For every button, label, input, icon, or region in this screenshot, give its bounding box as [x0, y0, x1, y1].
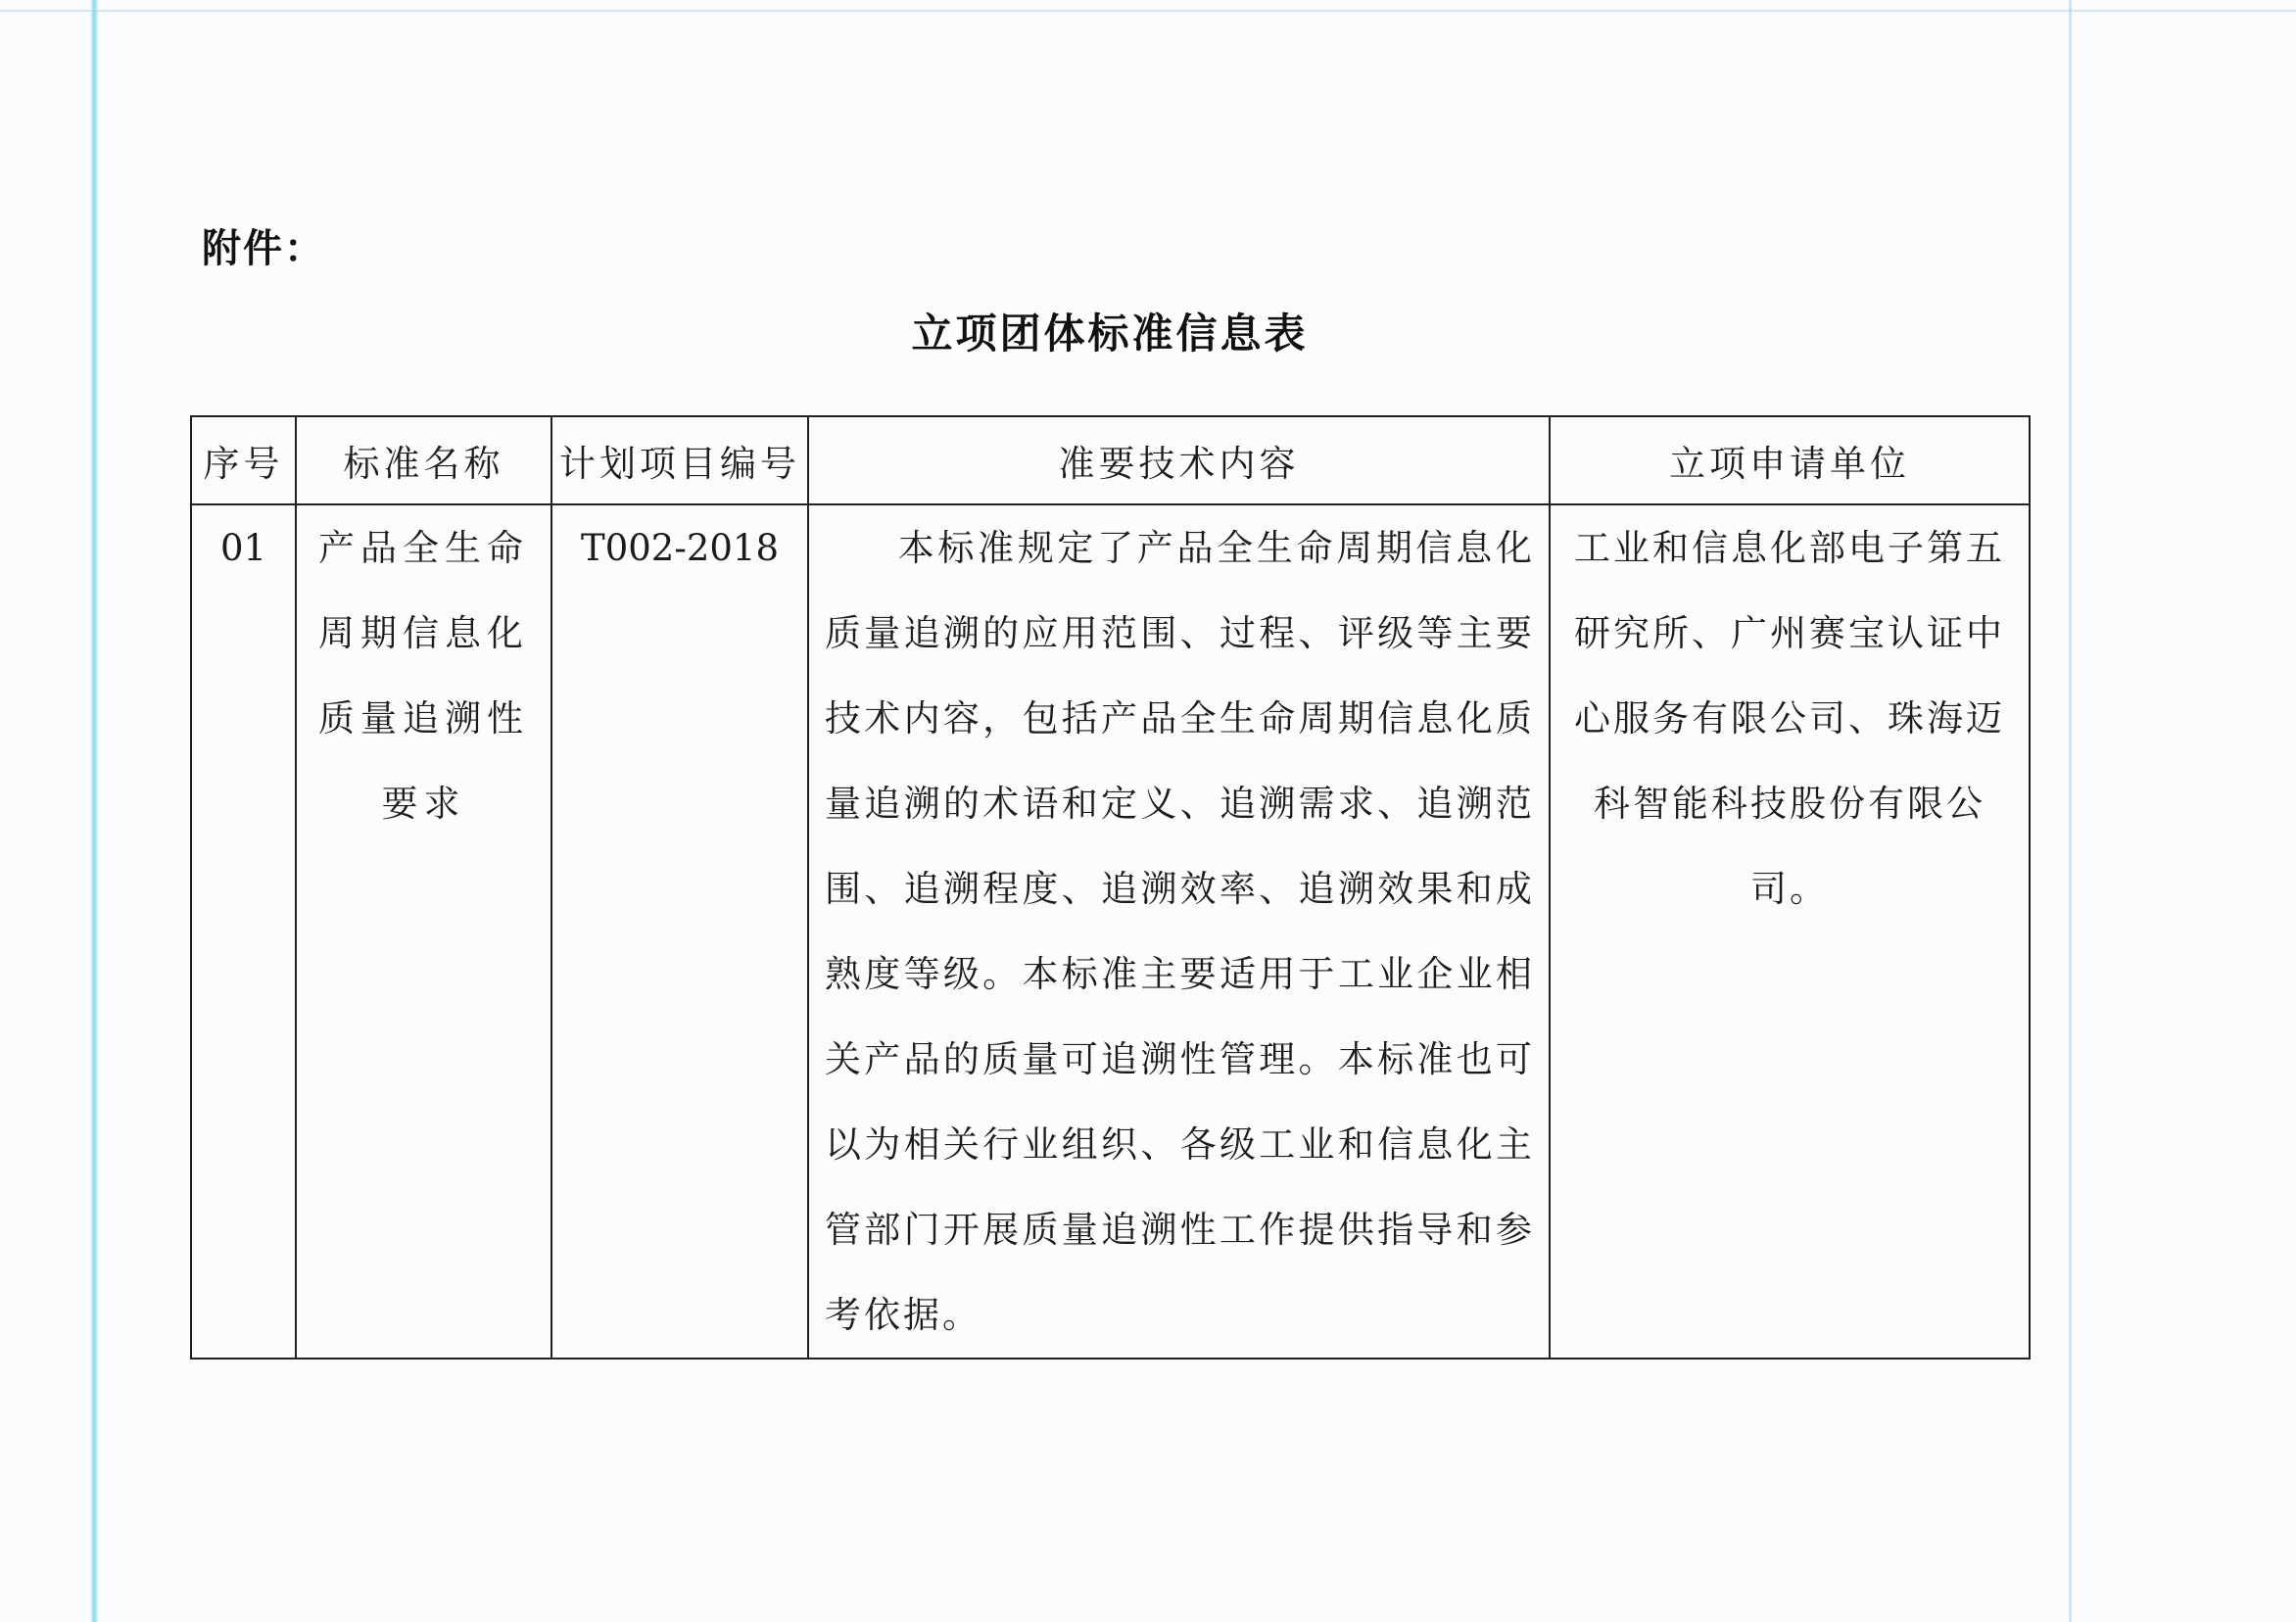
- cell-applicant-unit: 工业和信息化部电子第五研究所、广州赛宝认证中心服务有限公司、珠海迈科智能科技股份有限公司。: [1550, 504, 2030, 1359]
- page-title: 立项团体标准信息表: [911, 310, 1309, 358]
- header-seq: 序号: [191, 416, 296, 504]
- scan-edge-top: [0, 10, 2296, 12]
- header-standard-name: 标准名称: [296, 416, 551, 504]
- cell-plan-number: T002-2018: [551, 504, 808, 1359]
- attachment-label: 附件：: [202, 226, 325, 271]
- header-plan-number: 计划项目编号: [551, 416, 808, 504]
- cell-standard-name: 产品全生命周期信息化质量追溯性要求: [296, 504, 551, 1359]
- cell-tech-content: [808, 504, 1550, 1359]
- header-tech-content: 准要技术内容: [808, 416, 1550, 504]
- header-applicant-unit: 立项申请单位: [1550, 416, 2030, 504]
- cell-seq: 01: [191, 504, 296, 1359]
- table-header-row: [191, 416, 2030, 504]
- standard-info-table: [190, 415, 2031, 1360]
- scan-edge-left: [90, 0, 98, 1622]
- tech-content-text: 本标准规定了产品全生命周期信息化质量追溯的应用范围、过程、评级等主要技术内容，包括产品全生命周期信息化质量追溯的术语和定义、追溯需求、追溯范围、追溯程度、追溯效率、追溯效果和成熟度等级。本标准主要适用于工业企业相关产品的质量可追溯性管理。本标准也可以为相关行业组织、各级工业和信息化主管部门开展质量追溯性工作提供指导和参考依据。: [825, 527, 1535, 1336]
- scan-edge-right: [2069, 0, 2072, 1622]
- table-row: [191, 504, 2030, 1359]
